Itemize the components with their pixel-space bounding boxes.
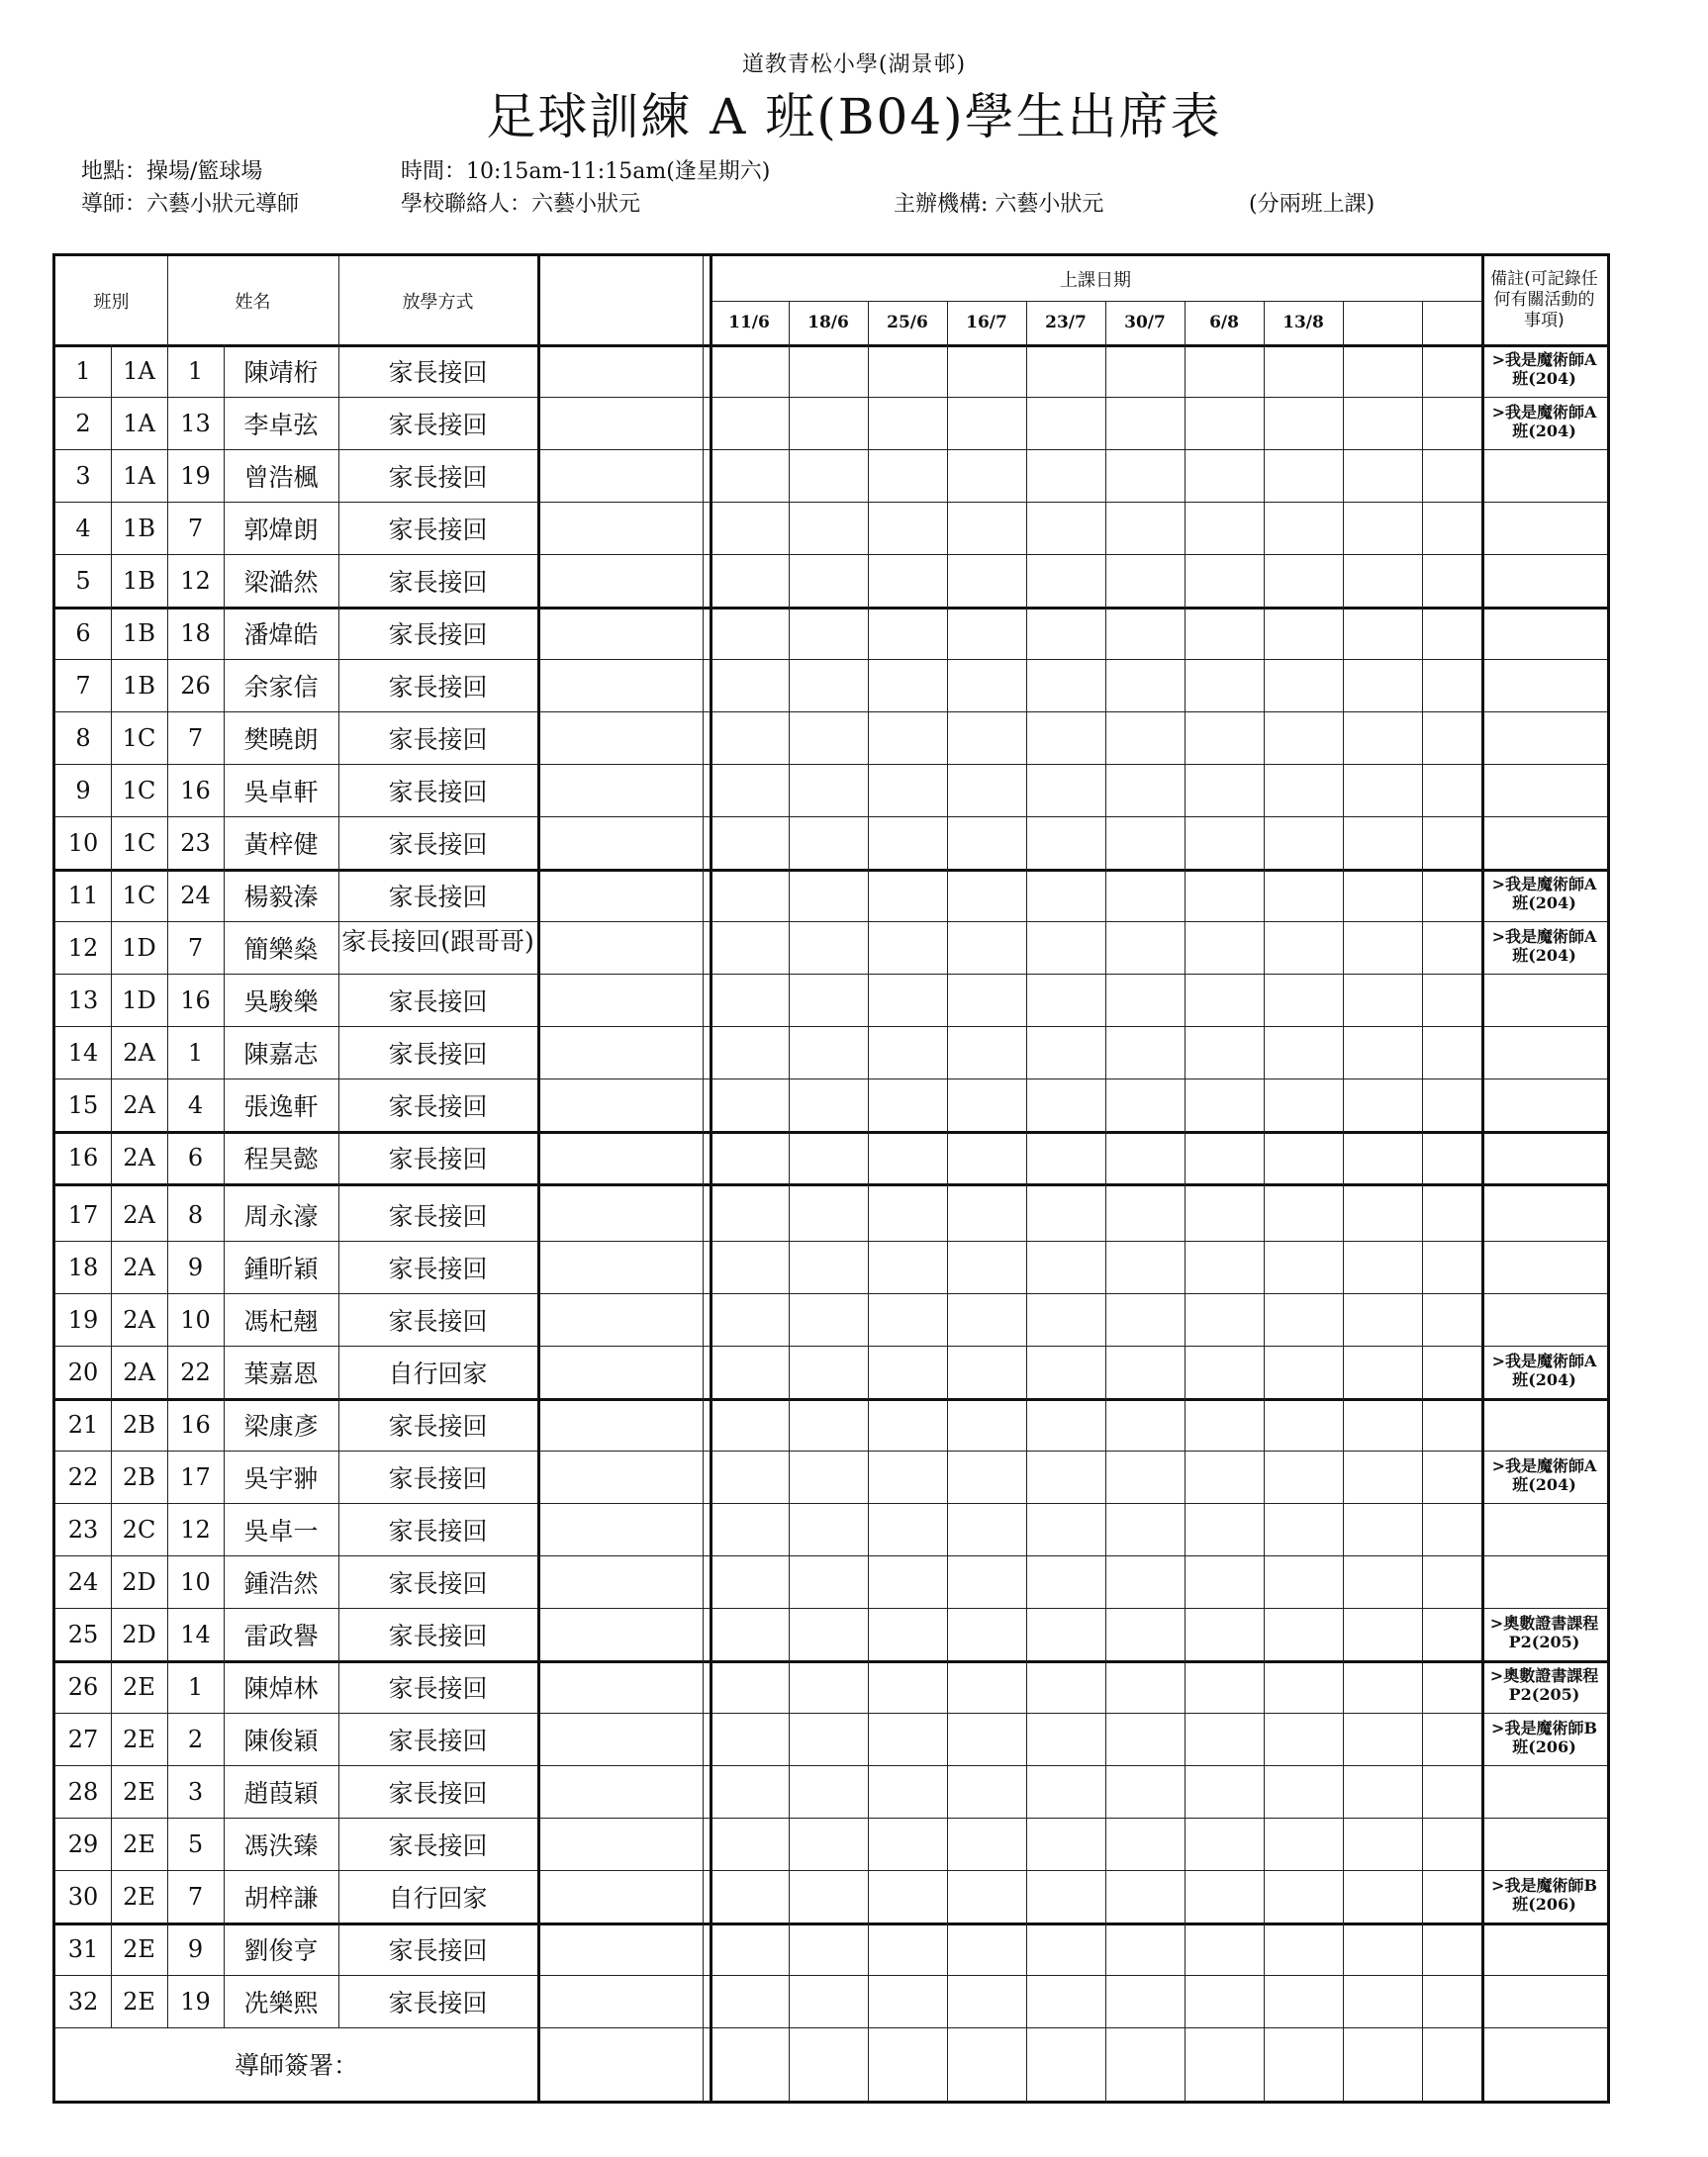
date-column-header: 6/8 [1209, 313, 1239, 332]
class-number: 9 [187, 1253, 204, 1281]
student-name: 陳靖桁 [243, 357, 319, 387]
row-number: 30 [67, 1882, 99, 1911]
student-name: 鍾昕穎 [243, 1254, 319, 1283]
dismissal-method: 家長接回 [388, 515, 488, 544]
student-class: 2E [123, 1672, 155, 1701]
column-divider [1422, 301, 1423, 2101]
student-class: 2E [123, 1934, 155, 1963]
row-number: 2 [75, 409, 91, 437]
student-class: 1A [123, 409, 155, 437]
student-class: 1A [123, 356, 155, 385]
row-number: 20 [67, 1358, 99, 1386]
student-name: 馮泆臻 [243, 1830, 319, 1860]
dismissal-method: 自行回家 [388, 1883, 488, 1913]
student-class: 1C [122, 776, 156, 804]
dismissal-method: 家長接回 [388, 1726, 488, 1755]
column-divider [1343, 301, 1344, 2101]
header-class: 班別 [93, 291, 130, 313]
row-number: 28 [67, 1777, 99, 1806]
student-class: 1C [122, 881, 156, 909]
class-number: 5 [187, 1829, 204, 1858]
class-number: 16 [180, 985, 211, 1014]
remark-note: >我是魔術師B 班(206) [1491, 1876, 1597, 1915]
class-number: 19 [180, 461, 211, 490]
row-number: 11 [67, 881, 99, 909]
school-contact-info: 學校聯絡人：六藝小狀元 [401, 192, 641, 217]
row-number: 9 [75, 776, 91, 804]
row-number: 13 [67, 985, 99, 1014]
remark-note: >我是魔術師A 班(204) [1491, 1352, 1597, 1390]
class-number: 6 [187, 1143, 204, 1172]
dismissal-method: 家長接回 [388, 829, 488, 859]
row-number: 15 [67, 1090, 99, 1119]
row-number: 26 [67, 1672, 99, 1701]
student-name: 曾浩楓 [243, 462, 319, 492]
class-number: 10 [180, 1567, 211, 1596]
student-name: 胡梓謙 [243, 1883, 319, 1913]
column-divider [947, 301, 948, 2101]
row-number: 23 [67, 1515, 99, 1544]
student-class: 2E [123, 1987, 155, 2016]
student-name: 潘煒皓 [243, 619, 319, 649]
remark-note: >我是魔術師A 班(204) [1491, 350, 1597, 389]
student-name: 劉俊亨 [243, 1935, 319, 1965]
date-column-header [1343, 301, 1422, 344]
column-divider [224, 344, 225, 2027]
dismissal-method: 家長接回 [388, 357, 488, 387]
class-number: 16 [180, 776, 211, 804]
document-title: 足球訓練 A 班(B04)學生出席表 [486, 88, 1222, 145]
row-number: 25 [67, 1620, 99, 1648]
student-class: 1B [123, 671, 155, 700]
row-number: 6 [75, 618, 91, 647]
column-divider [167, 256, 168, 2027]
student-name: 陳嘉志 [243, 1039, 319, 1069]
class-number: 12 [180, 566, 211, 595]
student-class: 1D [122, 933, 156, 962]
student-class: 1A [123, 461, 155, 490]
row-number: 7 [75, 671, 91, 700]
student-class: 2E [123, 1777, 155, 1806]
dismissal-method: 自行回家 [388, 1359, 488, 1388]
date-column-header [1422, 301, 1481, 344]
student-name: 楊毅溱 [243, 882, 319, 911]
remark-note: >奧數證書課程 P2(205) [1489, 1666, 1599, 1705]
row-number: 10 [67, 828, 99, 857]
class-number: 4 [187, 1090, 204, 1119]
row-number: 19 [67, 1305, 99, 1334]
dismissal-method: 家長接回 [388, 1778, 488, 1808]
tutor-info: 導師：六藝小狀元導師 [81, 192, 300, 217]
organizer-info: 主辦機構: 六藝小狀元 [894, 192, 1104, 217]
remark-note: >我是魔術師A 班(204) [1491, 1456, 1597, 1495]
student-class: 1B [123, 514, 155, 542]
header-name: 姓名 [235, 291, 271, 313]
class-number: 7 [187, 933, 204, 962]
student-class: 2C [122, 1515, 156, 1544]
dismissal-method: 家長接回(跟哥哥) [341, 927, 534, 956]
student-class: 2A [123, 1090, 155, 1119]
header-divider [55, 344, 1607, 347]
student-class: 1D [122, 985, 156, 1014]
column-divider [1026, 301, 1027, 2101]
remark-note: >我是魔術師A 班(204) [1491, 875, 1597, 913]
row-number: 31 [67, 1934, 99, 1963]
class-number: 9 [187, 1934, 204, 1963]
class-number: 18 [180, 618, 211, 647]
dismissal-method: 家長接回 [388, 1463, 488, 1493]
row-number: 16 [67, 1143, 99, 1172]
student-name: 黃梓健 [243, 829, 319, 859]
dismissal-method: 家長接回 [388, 1621, 488, 1650]
column-divider [537, 256, 540, 2101]
dismissal-method: 家長接回 [388, 1673, 488, 1703]
date-column-header: 11/6 [728, 313, 770, 332]
row-number: 12 [67, 933, 99, 962]
student-class: 2E [123, 1829, 155, 1858]
column-divider [1481, 256, 1484, 2101]
student-class: 2A [123, 1143, 155, 1172]
dismissal-method: 家長接回 [388, 1411, 488, 1441]
class-number: 1 [187, 1672, 204, 1701]
dismissal-method: 家長接回 [388, 1306, 488, 1336]
date-column-header: 23/7 [1045, 313, 1087, 332]
time-info: 時間：10:15am-11:15am(逢星期六) [401, 159, 771, 184]
student-class: 2D [122, 1567, 156, 1596]
class-number: 10 [180, 1305, 211, 1334]
dismissal-method: 家長接回 [388, 619, 488, 649]
class-number: 7 [187, 514, 204, 542]
row-number: 22 [67, 1462, 99, 1491]
student-name: 李卓弦 [243, 410, 319, 439]
row-number: 18 [67, 1253, 99, 1281]
date-column-header: 16/7 [966, 313, 1007, 332]
dismissal-method: 家長接回 [388, 1830, 488, 1860]
student-name: 雷政譽 [243, 1621, 319, 1650]
dismissal-method: 家長接回 [388, 1516, 488, 1546]
student-name: 張逸軒 [243, 1091, 319, 1121]
class-number: 12 [180, 1515, 211, 1544]
row-number: 21 [67, 1410, 99, 1439]
student-name: 簡樂燊 [243, 934, 319, 964]
student-class: 2A [123, 1305, 155, 1334]
student-class: 2E [123, 1725, 155, 1753]
class-number: 1 [187, 1038, 204, 1067]
column-divider [111, 344, 112, 2027]
school-name: 道教青松小學(湖景邨) [741, 52, 967, 77]
student-name: 梁康彥 [243, 1411, 319, 1441]
date-column-header: 18/6 [807, 313, 849, 332]
column-divider [1105, 301, 1106, 2101]
row-number: 5 [75, 566, 91, 595]
date-column-header: 25/6 [887, 313, 928, 332]
dismissal-method: 家長接回 [388, 567, 488, 597]
dismissal-method: 家長接回 [388, 1039, 488, 1069]
student-name: 周永濠 [243, 1201, 319, 1231]
row-number: 1 [75, 356, 91, 385]
row-number: 4 [75, 514, 91, 542]
dismissal-method: 家長接回 [388, 410, 488, 439]
row-number: 32 [67, 1987, 99, 2016]
column-divider [703, 256, 704, 2101]
row-number: 14 [67, 1038, 99, 1067]
dismissal-method: 家長接回 [388, 882, 488, 911]
student-class: 2A [123, 1253, 155, 1281]
student-name: 梁澔然 [243, 567, 319, 597]
student-class: 2D [122, 1620, 156, 1648]
remark-note: >我是魔術師A 班(204) [1491, 927, 1597, 966]
class-number: 19 [180, 1987, 211, 2016]
page-break-line [55, 1183, 1607, 1186]
student-name: 吳卓一 [243, 1516, 319, 1546]
dismissal-method: 家長接回 [388, 724, 488, 754]
column-divider [868, 301, 869, 2101]
date-column-header: 13/8 [1282, 313, 1324, 332]
student-class: 1C [122, 828, 156, 857]
class-number: 7 [187, 723, 204, 752]
dismissal-method: 家長接回 [388, 986, 488, 1016]
class-number: 16 [180, 1410, 211, 1439]
student-name: 吳駿樂 [243, 986, 319, 1016]
remark-note: >奧數證書課程 P2(205) [1489, 1614, 1599, 1652]
student-name: 程昊懿 [243, 1144, 319, 1173]
row-number: 17 [67, 1200, 99, 1229]
header-dismissal: 放學方式 [402, 291, 474, 313]
dismissal-method: 家長接回 [388, 1935, 488, 1965]
student-class: 1B [123, 618, 155, 647]
class-number: 2 [187, 1725, 204, 1753]
student-class: 1C [122, 723, 156, 752]
row-number: 3 [75, 461, 91, 490]
student-name: 吳卓軒 [243, 777, 319, 806]
dismissal-method: 家長接回 [388, 777, 488, 806]
column-divider [710, 256, 712, 2101]
header-remarks: 備註(可記錄任何有關活動的事項) [1490, 268, 1598, 331]
dismissal-method: 家長接回 [388, 462, 488, 492]
location-info: 地點：操場/籃球場 [81, 159, 263, 184]
student-name: 陳俊穎 [243, 1726, 319, 1755]
dismissal-method: 家長接回 [388, 1091, 488, 1121]
student-name: 樊曉朗 [243, 724, 319, 754]
class-split-note: (分兩班上課) [1249, 192, 1376, 217]
date-column-header: 30/7 [1124, 313, 1166, 332]
column-divider [338, 256, 339, 2027]
student-class: 2B [123, 1410, 155, 1439]
attendance-table [52, 253, 1610, 2104]
student-name: 陳焯林 [243, 1673, 319, 1703]
class-number: 26 [180, 671, 211, 700]
dismissal-method: 家長接回 [388, 1988, 488, 2017]
remark-note: >我是魔術師A 班(204) [1491, 403, 1597, 441]
student-name: 鍾浩然 [243, 1568, 319, 1598]
student-name: 馮杞翹 [243, 1306, 319, 1336]
class-number: 23 [180, 828, 211, 857]
class-number: 13 [180, 409, 211, 437]
student-name: 葉嘉恩 [243, 1359, 319, 1388]
student-name: 郭煒朗 [243, 515, 319, 544]
column-divider [789, 301, 790, 2101]
tutor-signature-label: 導師簽署： [234, 2051, 358, 2080]
student-name: 趙葭穎 [243, 1778, 319, 1808]
student-class: 2A [123, 1200, 155, 1229]
header-class-dates: 上課日期 [1060, 269, 1131, 291]
class-number: 7 [187, 1882, 204, 1911]
student-class: 1B [123, 566, 155, 595]
date-title-divider [710, 301, 1481, 302]
class-number: 24 [180, 881, 211, 909]
dismissal-method: 家長接回 [388, 1201, 488, 1231]
student-name: 余家信 [243, 672, 319, 702]
class-number: 17 [180, 1462, 211, 1491]
dismissal-method: 家長接回 [388, 1144, 488, 1173]
row-number: 8 [75, 723, 91, 752]
column-divider [1185, 301, 1186, 2101]
class-number: 22 [180, 1358, 211, 1386]
dismissal-method: 家長接回 [388, 1568, 488, 1598]
row-number: 27 [67, 1725, 99, 1753]
class-number: 1 [187, 356, 204, 385]
class-number: 8 [187, 1200, 204, 1229]
class-number: 14 [180, 1620, 211, 1648]
dismissal-method: 家長接回 [388, 1254, 488, 1283]
student-name: 吳宇翀 [243, 1463, 319, 1493]
student-class: 2A [123, 1038, 155, 1067]
student-class: 2B [123, 1462, 155, 1491]
dismissal-method: 家長接回 [388, 672, 488, 702]
student-class: 2A [123, 1358, 155, 1386]
class-number: 3 [187, 1777, 204, 1806]
student-name: 冼樂熙 [243, 1988, 319, 2017]
row-number: 24 [67, 1567, 99, 1596]
column-divider [1264, 301, 1265, 2101]
remark-note: >我是魔術師B 班(206) [1491, 1719, 1597, 1757]
row-number: 29 [67, 1829, 99, 1858]
student-class: 2E [123, 1882, 155, 1911]
